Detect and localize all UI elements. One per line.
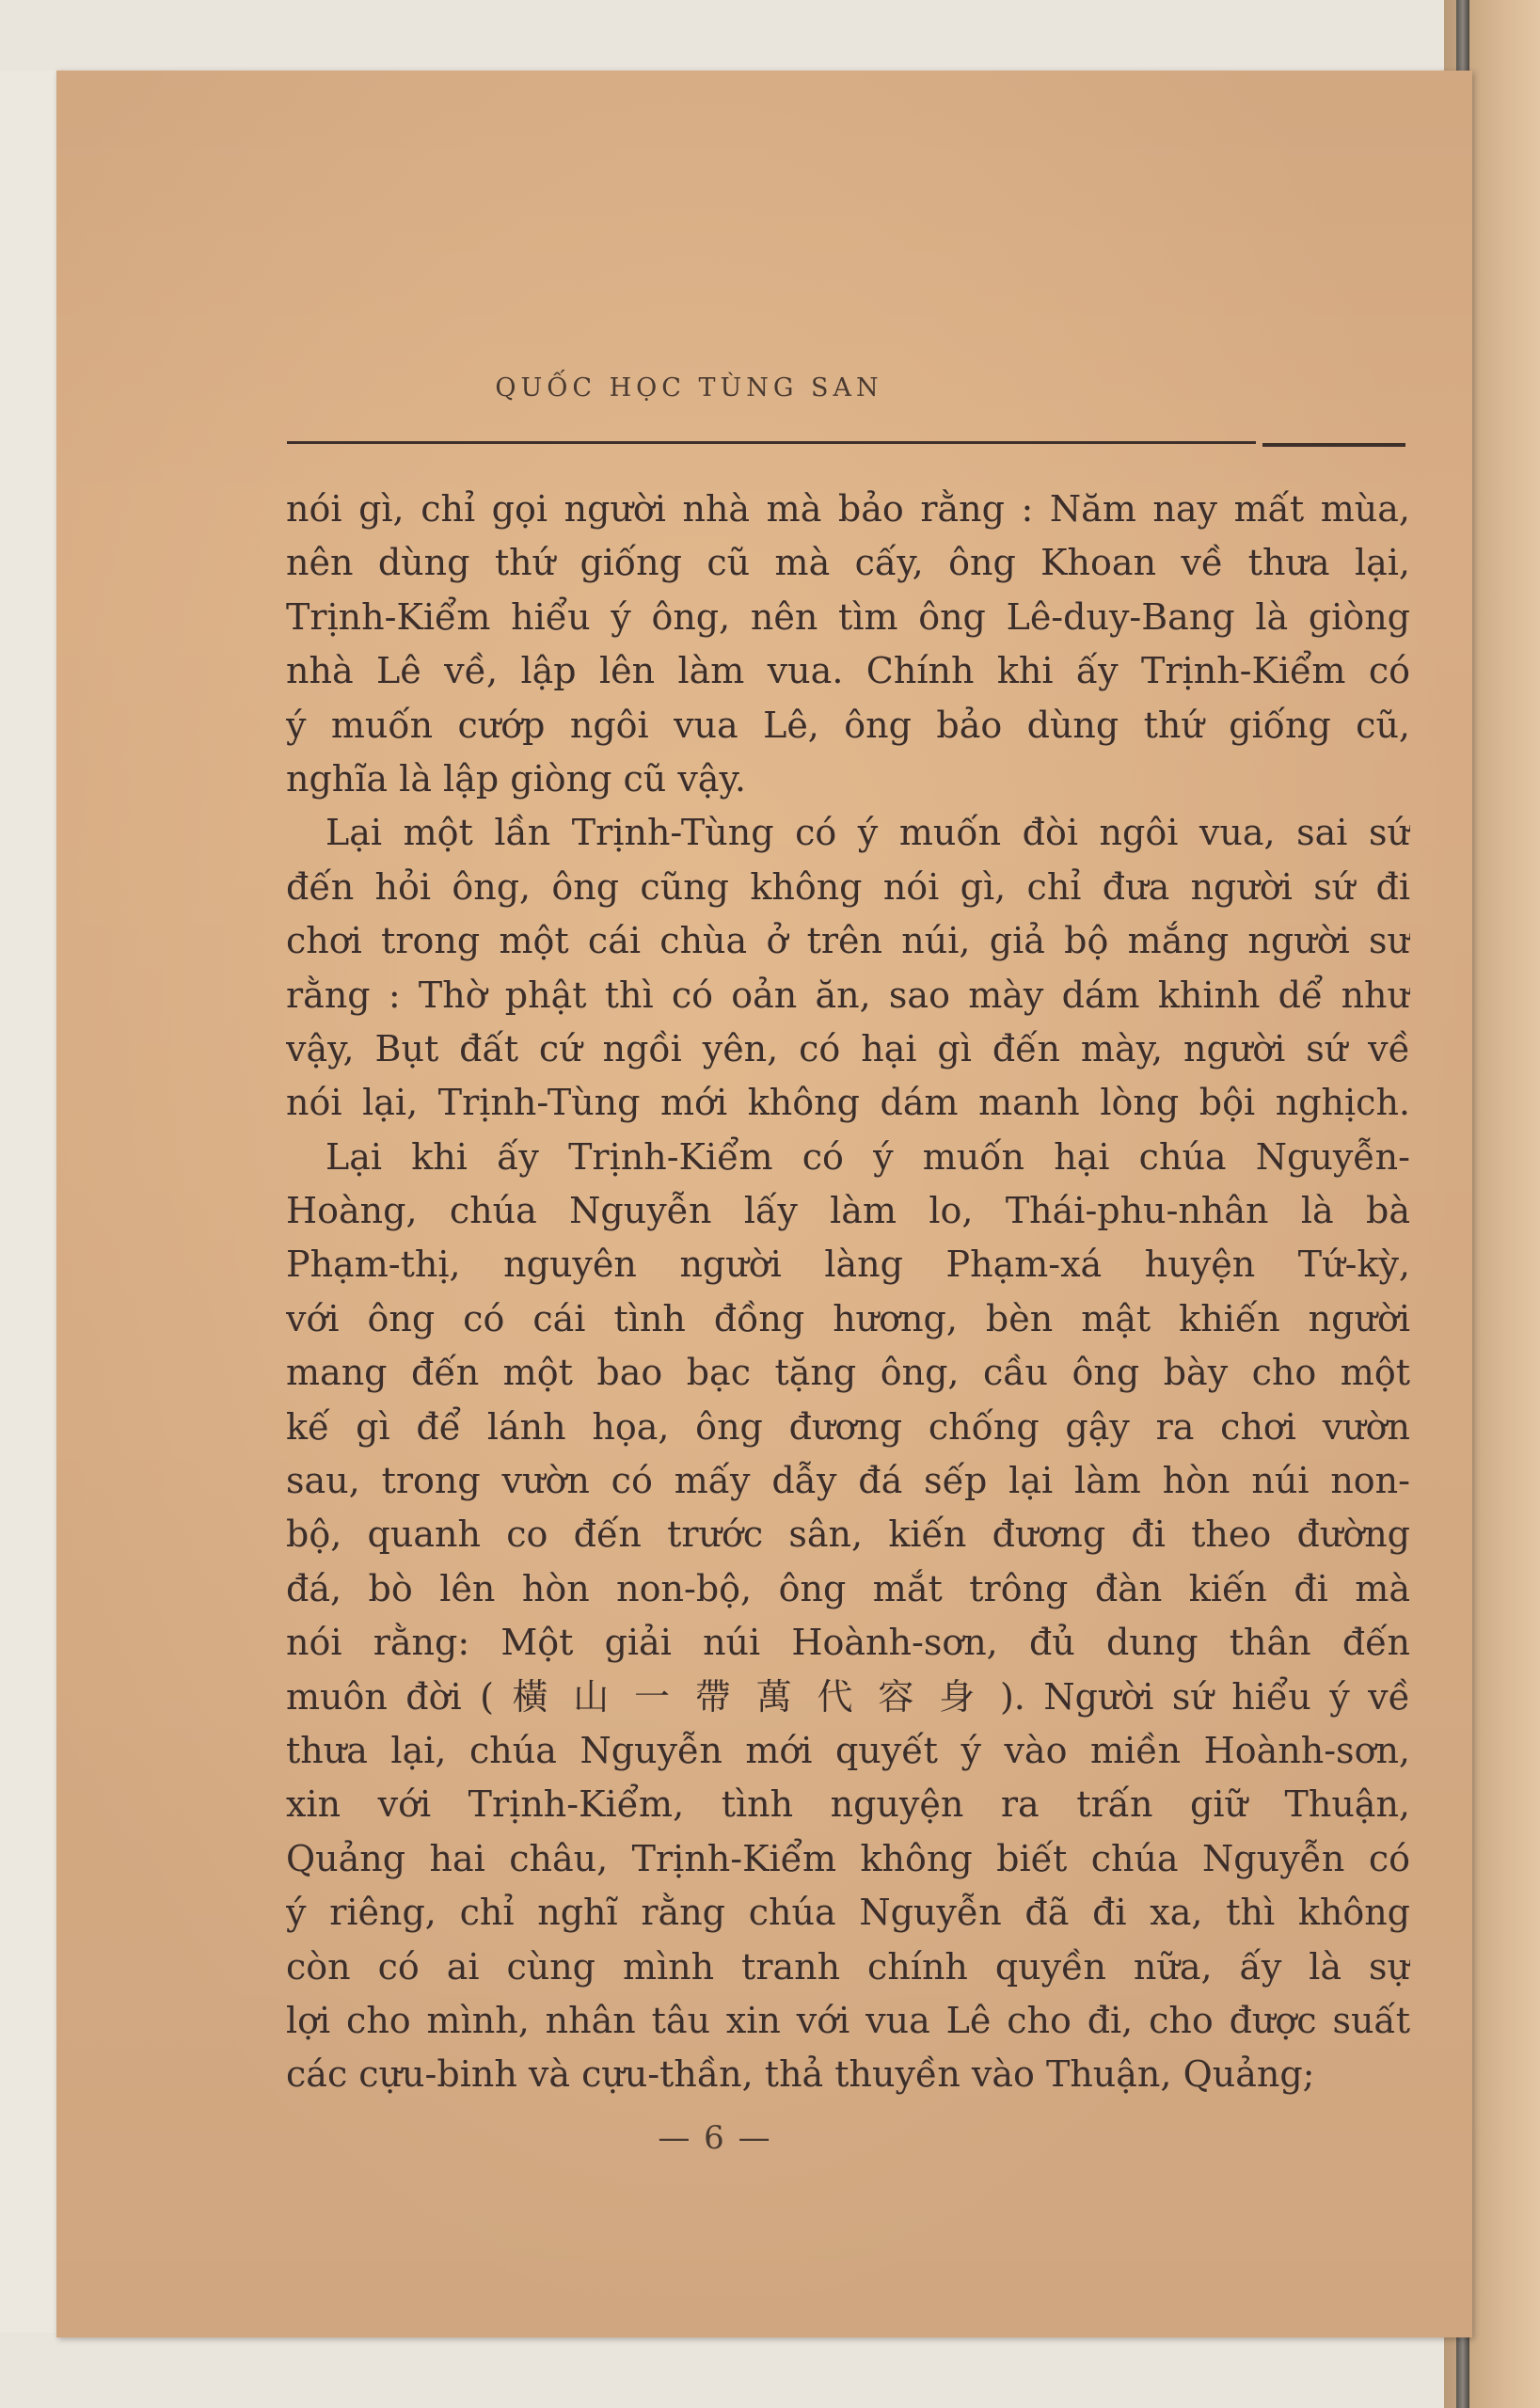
text-line: ý riêng, chỉ nghĩ rằng chúa Nguyễn đã đi xa, thì không bbox=[286, 1892, 1410, 1934]
text-line: Lại một lần Trịnh-Tùng có ý muốn đòi ngôi vua, sai sứ bbox=[325, 812, 1410, 854]
text-line: với ông có cái tình đồng hương, bèn mật khiến người bbox=[286, 1297, 1410, 1339]
text-line: Trịnh-Kiểm hiểu ý ông, nên tìm ông Lê-duy-Bang là giòng bbox=[286, 595, 1410, 638]
text-line: nhà Lê về, lập lên làm vua. Chính khi ấy Trịnh-Kiểm có bbox=[286, 650, 1410, 692]
text-line: Lại khi ấy Trịnh-Kiểm có ý muốn hại chúa Nguyễn- bbox=[325, 1135, 1410, 1178]
scan-background-top bbox=[0, 0, 1540, 71]
text-line: muôn đời ( 橫 山 一 帶 萬 代 容 身 ). Người sứ hiểu ý về bbox=[286, 1675, 1410, 1718]
text-line: còn có ai cùng mình tranh chính quyền nữa, ấy là sự bbox=[286, 1945, 1410, 1988]
text-line: mang đến một bao bạc tặng ông, cầu ông bày cho một bbox=[286, 1352, 1410, 1394]
text-line: kế gì để lánh họa, ông đương chống gậy ra chơi vườn bbox=[286, 1405, 1410, 1448]
header-rule bbox=[287, 441, 1256, 444]
text-line: các cựu-binh và cựu-thần, thả thuyền vào Thuận, Quảng; bbox=[286, 2053, 1315, 2096]
text-line: chơi trong một cái chùa ở trên núi, giả bộ mắng người sư bbox=[286, 920, 1410, 962]
text-line: Phạm-thị, nguyên người làng Phạm-xá huyện Tứ-kỳ, bbox=[286, 1244, 1410, 1286]
text-line: Hoàng, chúa Nguyễn lấy làm lo, Thái-phu-nhân là bà bbox=[286, 1190, 1410, 1232]
text-line: sau, trong vườn có mấy dẫy đá sếp lại làm hòn núi non- bbox=[286, 1460, 1410, 1502]
header-rule-end bbox=[1262, 443, 1405, 447]
text-line: nói rằng: Một giải núi Hoành-sơn, đủ dung thân đến bbox=[286, 1622, 1410, 1664]
text-line: thưa lại, chúa Nguyễn mới quyết ý vào miền Hoành-sơn, bbox=[286, 1729, 1410, 1771]
text-line: xin với Trịnh-Kiểm, tình nguyện ra trấn giữ Thuận, bbox=[286, 1783, 1410, 1826]
scan-background-left bbox=[0, 0, 56, 2408]
text-line: nghĩa là lập giòng cũ vậy. bbox=[286, 757, 746, 800]
text-line: nên dùng thứ giống cũ mà cấy, ông Khoan về thưa lại, bbox=[286, 542, 1410, 584]
running-header: QUỐC HỌC TÙNG SAN bbox=[495, 373, 883, 403]
text-line: bộ, quanh co đến trước sân, kiến đương đi theo đường bbox=[286, 1513, 1410, 1556]
text-line: Quảng hai châu, Trịnh-Kiểm không biết chúa Nguyễn có bbox=[286, 1837, 1410, 1879]
text-line: đá, bò lên hòn non-bộ, ông mắt trông đàn kiến đi mà bbox=[286, 1567, 1410, 1609]
text-line: rằng : Thờ phật thì có oản ăn, sao mày dám khinh dể như bbox=[286, 974, 1410, 1016]
text-line: nói lại, Trịnh-Tùng mới không dám manh lòng bội nghịch. bbox=[286, 1082, 1410, 1124]
page-number: — 6 — bbox=[658, 2119, 772, 2157]
text-line: đến hỏi ông, ông cũng không nói gì, chỉ đưa người sứ đi bbox=[286, 865, 1410, 908]
text-line: ý muốn cướp ngôi vua Lê, ông bảo dùng thứ giống cũ, bbox=[286, 704, 1410, 746]
text-line: lợi cho mình, nhân tâu xin với vua Lê cho đi, cho được suất bbox=[286, 1999, 1410, 2041]
text-line: nói gì, chỉ gọi người nhà mà bảo rằng : Năm nay mất mùa, bbox=[286, 488, 1410, 530]
book-page bbox=[56, 71, 1472, 2337]
text-line: vậy, Bụt đất cứ ngồi yên, có hại gì đến mày, người sứ về bbox=[286, 1027, 1410, 1069]
scan-background-bottom bbox=[0, 2333, 1540, 2408]
page-body bbox=[286, 483, 1410, 2102]
